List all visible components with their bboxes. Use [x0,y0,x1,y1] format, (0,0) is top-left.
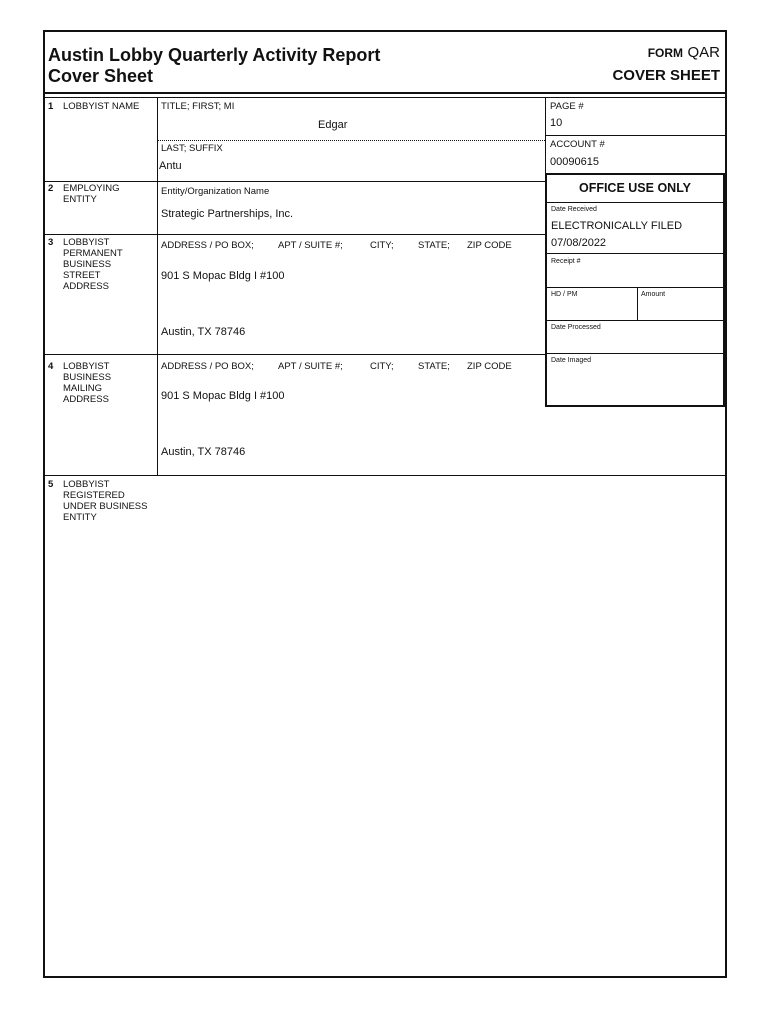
s4-state-label: STATE; [418,361,450,372]
date-received-label: Date Received [551,206,597,213]
report-title: Austin Lobby Quarterly Activity Report [48,45,381,65]
form-code: QAR [687,44,720,61]
s4-address-label: ADDRESS / PO BOX; [161,361,254,372]
section-5-label: LOBBYIST REGISTERED UNDER BUSINESS ENTITY [63,479,148,523]
section-1-label: LOBBYIST NAME [63,101,140,112]
s3-address-line2[interactable]: Austin, TX 78746 [161,326,246,338]
page-number-value[interactable]: 10 [550,117,563,129]
section-5-number: 5 [48,479,54,490]
account-number-label: ACCOUNT # [550,139,605,150]
section-1-number: 1 [48,101,54,112]
last-name-value[interactable]: Antu [159,160,182,172]
entity-name-label: Entity/Organization Name [161,186,270,197]
office-rule-3 [546,287,725,288]
section-rule-4 [43,475,727,476]
office-rule-5 [546,353,725,354]
section-rule-3 [43,354,546,355]
section-3-label: LOBBYIST PERMANENT BUSINESS STREET ADDRESS [63,237,123,292]
amount-label: Amount [641,291,666,298]
s3-address-label: ADDRESS / PO BOX; [161,240,254,251]
first-name-value[interactable]: Edgar [318,119,348,131]
entity-name-value[interactable]: Strategic Partnerships, Inc. [161,208,294,220]
report-subtitle: Cover Sheet [48,66,154,86]
header-rule-top [43,92,727,94]
date-received-date: 07/08/2022 [551,237,607,249]
header-rule-bottom [43,97,727,98]
form-word: FORM [647,46,684,60]
page-account-rule [545,135,727,136]
date-received-value: ELECTRONICALLY FILED [551,220,683,232]
office-rule-2 [546,253,725,254]
s3-state-label: STATE; [418,240,450,251]
s3-city-label: CITY; [370,240,394,251]
section-2-number: 2 [48,183,54,194]
last-name-label: LAST; SUFFIX [161,143,223,154]
section-rule-1 [43,181,546,182]
section-4-label: LOBBYIST BUSINESS MAILING ADDRESS [63,361,112,405]
name-dotted-rule [157,140,545,141]
office-rule-1 [546,202,725,203]
section-4-number: 4 [48,361,54,372]
first-name-label: TITLE; FIRST; MI [161,101,235,112]
s4-zip-label: ZIP CODE [467,361,512,372]
s3-address-line1[interactable]: 901 S Mopac Bldg I #100 [161,270,285,282]
receipt-label: Receipt # [551,258,581,265]
form-code-label [648,44,720,62]
hdpm-label: HD / PM [551,291,578,298]
office-rule-4 [546,320,725,321]
account-number-value[interactable]: 00090615 [550,156,599,168]
s4-address-line2[interactable]: Austin, TX 78746 [161,446,246,458]
page-number-label: PAGE # [550,101,584,112]
s4-city-label: CITY; [370,361,394,372]
date-processed-label: Date Processed [551,324,601,331]
section-3-number: 3 [48,237,54,248]
s3-apt-label: APT / SUITE #; [278,240,343,251]
hdpm-amount-divider [637,287,638,320]
cover-sheet-label: COVER SHEET [612,67,720,84]
date-imaged-label: Date Imaged [551,357,592,364]
office-use-title: OFFICE USE ONLY [578,181,692,195]
s4-apt-label: APT / SUITE #; [278,361,343,372]
section-rule-2 [43,234,546,235]
s3-zip-label: ZIP CODE [467,240,512,251]
s4-address-line1[interactable]: 901 S Mopac Bldg I #100 [161,390,285,402]
section-2-label: EMPLOYING ENTITY [63,183,120,205]
label-column-divider [157,97,158,475]
